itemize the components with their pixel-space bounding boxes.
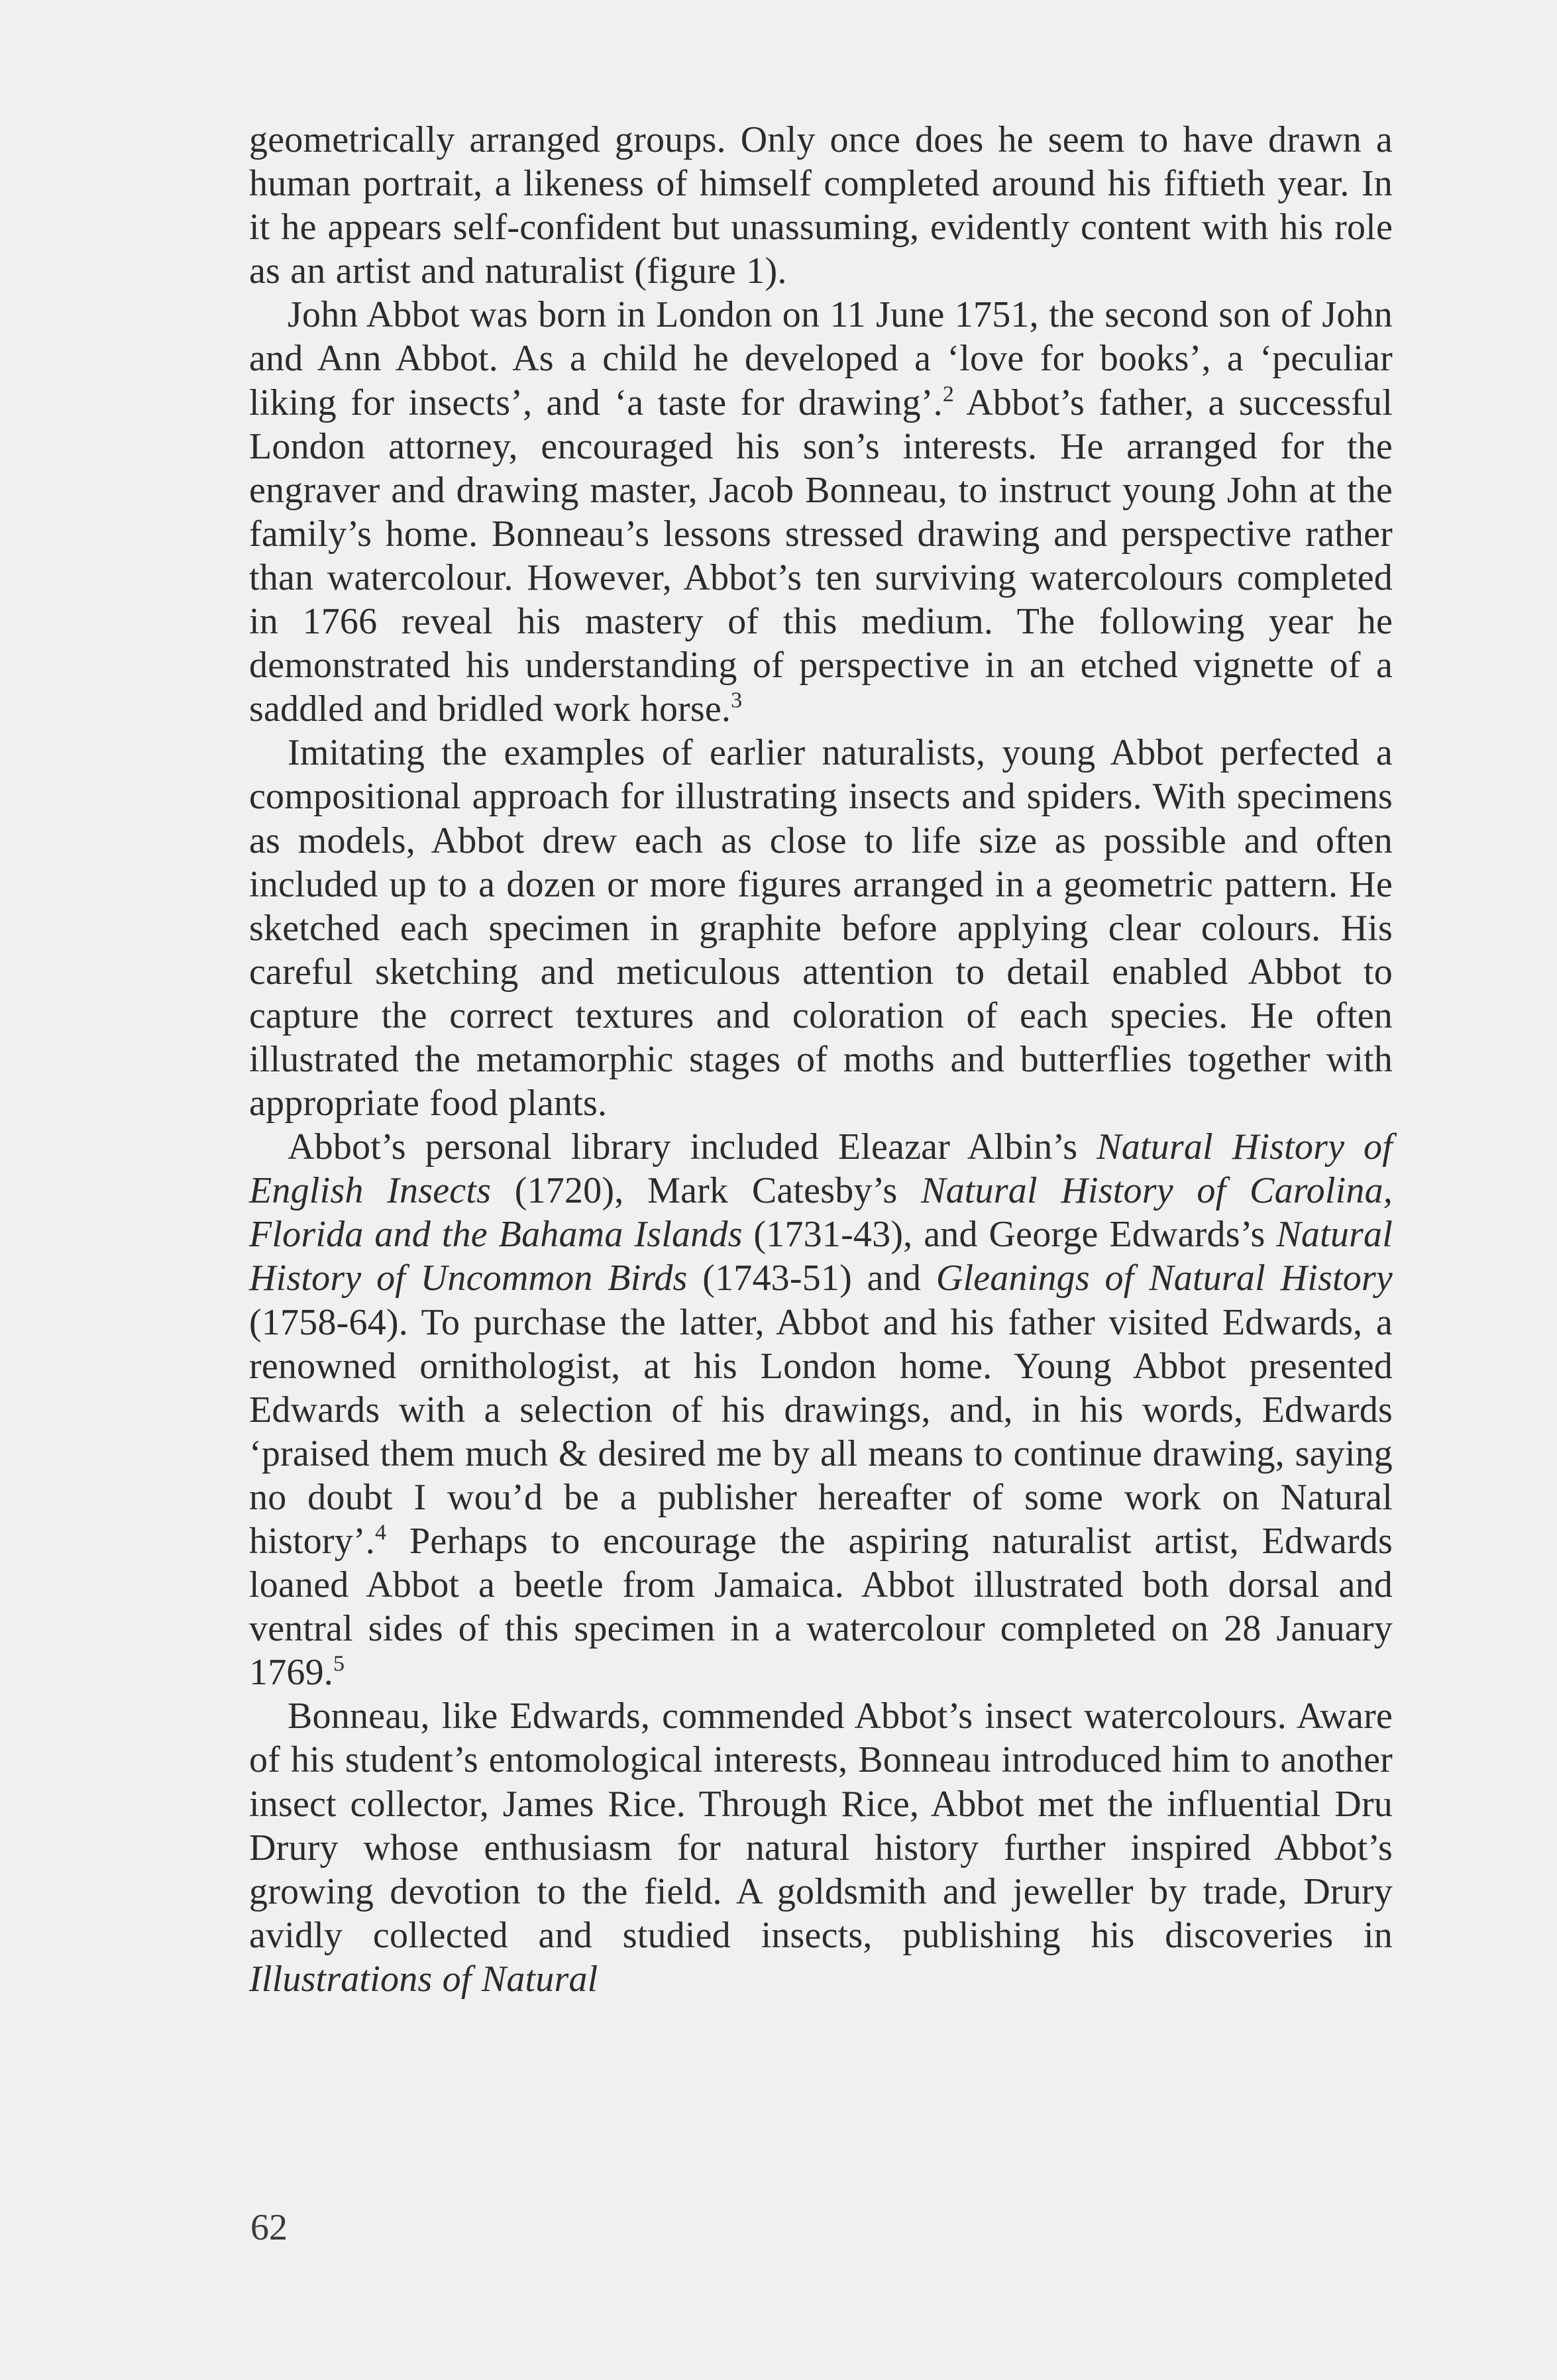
page-number: 62 [250, 2207, 288, 2248]
text-run: Perhaps to encourage the aspiring naturalist artist, Edwards loaned Abbot a beetle from Jamaica. Abbot illustrated both dorsal and ventral sides of this specimen in a watercolour completed on 28 January 1769. [249, 1521, 1393, 1694]
text-run: Abbot’s personal library included Eleazar Albin’s [288, 1126, 1097, 1168]
paragraph [249, 118, 1393, 293]
footnote-reference: 5 [333, 1651, 345, 1676]
book-title: Natural History of Uncommon Birds [249, 1214, 1393, 1299]
book-title: Natural History of English Insects [249, 1126, 1393, 1212]
text-run: Bonneau, like Edwards, commended Abbot’s insect watercolours. Aware of his student’s entomological interests, Bonneau introduced him to another insect collector, James Rice. Through Rice, Abbot met the influential Dru Drury whose enthusiasm for natural history further inspired Abbot’s growing devotion to the field. A goldsmith and jeweller by trade, Drury avidly collected and studied insects, publishing his discoveries in [249, 1696, 1393, 1956]
paragraph [249, 731, 1393, 1125]
book-title: Illustrations of Natural [249, 1958, 598, 2000]
footnote-reference: 4 [375, 1520, 387, 1545]
footnote-reference: 3 [731, 688, 743, 713]
text-run: (1743-51) and [687, 1258, 936, 1299]
text-run: (1720), Mark Catesby’s [491, 1170, 922, 1212]
text-run: Abbot’s father, a successful London attorney, encouraged his son’s interests. He arranged for the engraver and drawing master, Jacob Bonneau, to instruct young John at the family’s home. Bonneau’s lessons stressed drawing and perspective rather than watercolour. However, Abbot’s ten surviving watercolours completed in 1766 reveal his mastery of this medium. The following year he demonstrated his understanding of perspective in an etched vignette of a saddled and bridled work horse. [249, 382, 1393, 730]
text-run: Imitating the examples of earlier naturalists, young Abbot perfected a compositional approach for illustrating insects and spiders. With specimens as models, Abbot drew each as close to life size as possible and often included up to a dozen or more figures arranged in a geometric pattern. He sketched each specimen in graphite before applying clear colours. His careful sketching and meticulous attention to detail enabled Abbot to capture the correct textures and coloration of each species. He often illustrated the metamorphic stages of moths and butterflies together with appropriate food plants. [249, 732, 1393, 1124]
book-title: Natural History of Carolina, Florida and the Bahama Islands [249, 1170, 1393, 1256]
paragraph [249, 1125, 1393, 1694]
text-run: geometrically arranged groups. Only once does he seem to have drawn a human portrait, a likeness of himself completed around his fiftieth year. In it he appears self-confident but unassuming, evidently content with his role as an artist and naturalist (figure 1). [249, 119, 1393, 292]
book-title: Gleanings of Natural History [936, 1258, 1393, 1299]
paragraph [249, 293, 1393, 731]
text-run: (1731-43), and George Edwards’s [742, 1214, 1277, 1256]
body-text [249, 118, 1393, 2001]
text-run: John Abbot was born in London on 11 June 1751, the second son of John and Ann Abbot. As a child he developed a ‘love for books’, a ‘peculiar liking for insects’, and ‘a taste for drawing’. [249, 294, 1393, 423]
paragraph [249, 1694, 1393, 2001]
text-run: (1758-64). To purchase the latter, Abbot and his father visited Edwards, a renowned ornithologist, at his London home. Young Abbot presented Edwards with a selection of his drawings, and, in his words, Edwards ‘praised them much & desired me by all means to continue drawing, saying no doubt I wou’d be a publisher hereafter of some work on Natural history’. [249, 1301, 1393, 1562]
footnote-reference: 2 [942, 382, 955, 407]
